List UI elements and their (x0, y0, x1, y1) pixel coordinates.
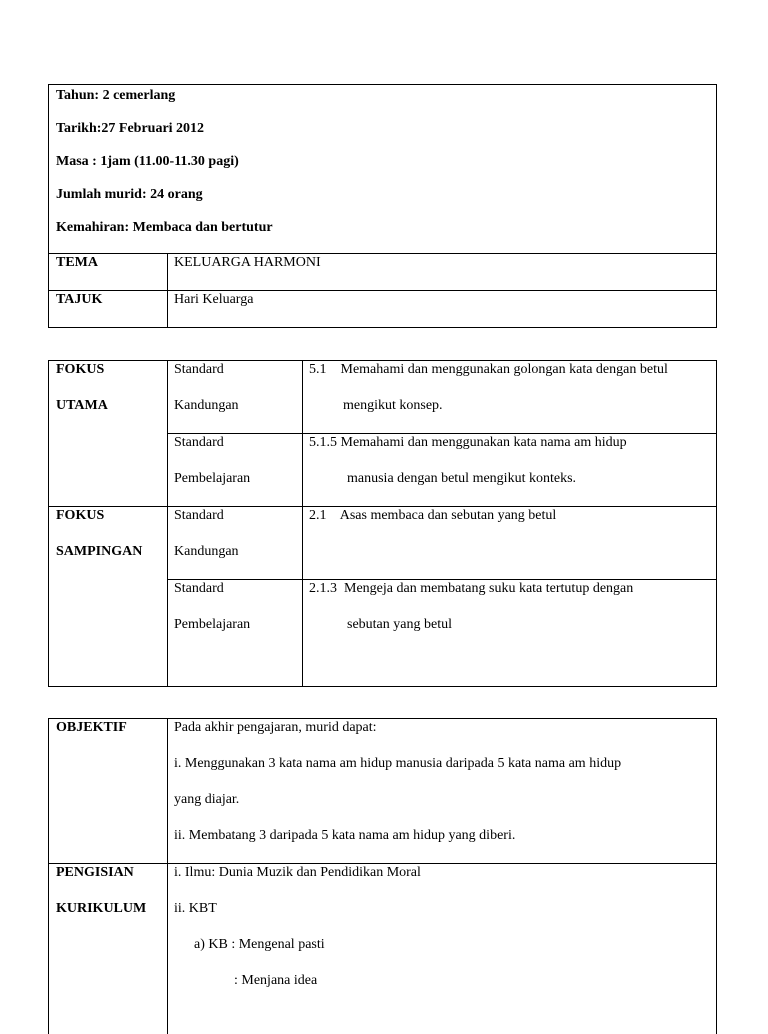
pengisian-kurikulum-label: PENGISIAN KURIKULUM (49, 864, 168, 1034)
objektif-table (48, 718, 717, 1034)
tarikh-text: Tarikh:27 Februari 2012 (56, 119, 716, 152)
lesson-info-table (48, 84, 717, 328)
tema-label: TEMA (49, 254, 168, 291)
standard-pembelajaran-text: 2.1.3 Mengeja dan membatang suku kata tertutup dengan sebutan yang betul (303, 580, 717, 687)
objektif-row (49, 719, 717, 864)
fokus-table (48, 360, 717, 687)
standard-kandungan-text: 2.1 Asas membaca dan sebutan yang betul (303, 507, 717, 580)
fokus-sampingan-sk-row (49, 507, 717, 580)
kemahiran-text: Kemahiran: Membaca dan bertutur (56, 218, 716, 251)
tema-row (49, 254, 717, 291)
tajuk-label: TAJUK (49, 291, 168, 328)
standard-pembelajaran-label: Standard Pembelajaran (168, 434, 303, 507)
jumlah-murid-text: Jumlah murid: 24 orang (56, 185, 716, 218)
tema-value: KELUARGA HARMONI (168, 254, 717, 291)
fokus-utama-sk-row (49, 361, 717, 434)
standard-kandungan-label: Standard Kandungan (168, 507, 303, 580)
tahun-text: Tahun: 2 cemerlang (56, 86, 716, 119)
standard-kandungan-text: 5.1 Memahami dan menggunakan golongan kata dengan betul mengikut konsep. (303, 361, 717, 434)
tajuk-row (49, 291, 717, 328)
objektif-label: OBJEKTIF (49, 719, 168, 864)
fokus-sampingan-label: FOKUS SAMPINGAN (49, 507, 168, 687)
standard-pembelajaran-text: 5.1.5 Memahami dan menggunakan kata nama am hidup manusia dengan betul mengikut konteks. (303, 434, 717, 507)
lesson-details-cell (49, 85, 717, 254)
tajuk-value: Hari Keluarga (168, 291, 717, 328)
standard-kandungan-label: Standard Kandungan (168, 361, 303, 434)
standard-pembelajaran-label: Standard Pembelajaran (168, 580, 303, 687)
fokus-utama-label: FOKUS UTAMA (49, 361, 168, 507)
pengisian-kurikulum-text: i. Ilmu: Dunia Muzik dan Pendidikan Moral ii. KBT a) KB : Mengenal pasti : Menjana idea (168, 864, 717, 1034)
masa-text: Masa : 1jam (11.00-11.30 pagi) (56, 152, 716, 185)
pengisian-kurikulum-row (49, 864, 717, 1034)
objektif-text: Pada akhir pengajaran, murid dapat: i. Menggunakan 3 kata nama am hidup manusia daripada 5 kata nama am hidup yang diajar. ii. Membatang 3 daripada 5 kata nama am hidup yang diberi. (168, 719, 717, 864)
